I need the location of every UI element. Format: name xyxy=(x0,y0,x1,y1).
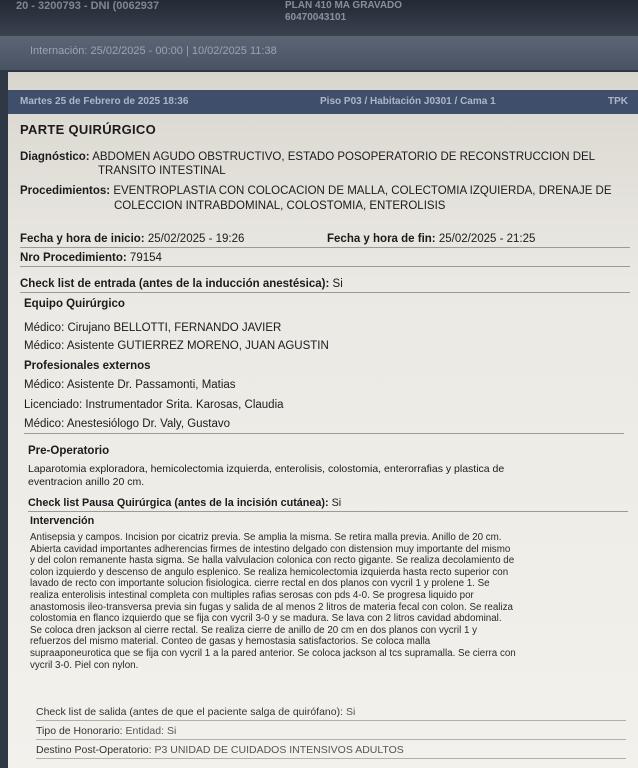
preop-heading: Pre-Operatorio xyxy=(28,445,110,457)
checklist-pause-row xyxy=(28,497,628,512)
intervention-line: colostomia en flanco izquierdo que se fija con vycril 3-0 y se madura. Se lava con 2 litros cavidad abdominal. xyxy=(30,613,502,625)
datetime-row xyxy=(20,233,630,248)
coverage-plan-text: PLAN 410 MA GRAVADO xyxy=(285,0,403,11)
preop-line: Laparotomia exploradora, hemicolectomia izquierda, enterolisis, colostomia, enterorrafias y plastica de xyxy=(28,463,505,475)
end-field xyxy=(327,233,535,245)
external-member: Médico: Anestesiólogo Dr. Valy, Gustavo xyxy=(24,416,624,434)
intervention-line: refuerzos del mismo material. Conteo de gasas y hemostasia satisfactorios. Se coloca malla xyxy=(30,636,431,648)
intervention-line: lavado de recto con importante solucion fisiologica. cierre rectal en dos planos con vycril 1 y prolene 1. Se xyxy=(30,578,490,590)
intervention-line: Abierta cavidad importantes adherencias firmes de intestino delgado con distension muy importante del mismo xyxy=(30,543,511,555)
external-member: Médico: Asistente Dr. Passamonti, Matias xyxy=(24,379,236,391)
procedures-field xyxy=(20,184,630,198)
start-label: Fecha y hora de inicio: xyxy=(20,233,145,245)
intervention-line: supraaponeurotica que se fija con vycril 1 a la pared anterior. Se coloca jackson al tcs supramalla. Se cierra con xyxy=(30,647,516,659)
report-title: PARTE QUIRÚRGICO xyxy=(20,122,157,137)
end-label: Fecha y hora de fin: xyxy=(327,233,436,245)
report-date: Martes 25 de Febrero de 2025 18:36 xyxy=(20,96,189,107)
procedure-number-label: Nro Procedimiento: xyxy=(20,252,127,264)
diagnosis-field xyxy=(20,150,630,164)
start-value: 25/02/2025 - 19:26 xyxy=(147,233,245,245)
destination-value: P3 UNIDAD DE CUIDADOS INTENSIVOS ADULTOS xyxy=(154,744,404,756)
checklist-exit-label: Check list de salida (antes de que el paciente salga de quirófano): xyxy=(36,706,344,718)
intervention-text xyxy=(30,532,620,671)
admission-bar[interactable] xyxy=(0,36,638,70)
coverage-number-text: 60470043101 xyxy=(285,12,347,23)
procedures-value-line2: COLECCION INTRABDOMINAL, COLOSTOMIA, ENTEROLISIS xyxy=(114,200,446,212)
fee-type-row xyxy=(36,725,626,740)
destination-row xyxy=(36,744,626,759)
checklist-pause-value: Si xyxy=(331,497,342,509)
checklist-exit-value: Si xyxy=(345,706,356,718)
intervention-heading: Intervención xyxy=(30,515,95,527)
checklist-exit-row xyxy=(36,706,626,721)
checklist-pause-label: Check list Pausa Quirúrgica (antes de la incisión cutánea): xyxy=(28,497,329,509)
procedure-number-row xyxy=(20,252,630,267)
diagnosis-value-line2: TRANSITO INTESTINAL xyxy=(98,165,226,177)
intervention-line: Antisepsia y campos. Incision por cicatriz previa. Se amplia la misma. Se retira malla previa. Anillo de 20 cm. xyxy=(30,532,502,543)
checklist-entry-row xyxy=(20,278,630,293)
report-header-bar xyxy=(8,90,638,114)
admission-text: Internación: 25/02/2025 - 00:00 | 10/02/2025 11:38 xyxy=(30,45,277,57)
destination-label: Destino Post-Operatorio: xyxy=(36,744,152,756)
preop-line: eventracion anillo 20 cm. xyxy=(28,476,145,488)
surgical-report-card xyxy=(8,72,638,768)
external-heading: Profesionales externos xyxy=(24,360,151,372)
team-heading: Equipo Quirúrgico xyxy=(24,298,125,310)
checklist-entry-value: Si xyxy=(332,278,343,290)
intervention-line: realiza enterolisis intestinal completa con multiples rafias serosas con pds 4-0. Se progresa liquido por xyxy=(30,589,474,601)
procedures-label: Procedimientos: xyxy=(20,185,111,197)
intervention-line: vycril 3-0. Piel con nylon. xyxy=(30,659,139,671)
fee-type-value: Entidad: Si xyxy=(125,725,177,737)
team-member: Médico: Cirujano BELLOTTI, FERNANDO JAVIER xyxy=(24,322,282,334)
external-member: Licenciado: Instrumentador Srita. Karosas, Claudia xyxy=(24,399,284,411)
intervention-line: y del colon remanente hasta sigma. Se halla valvulacion colonica con recto gigante. Se realiza decolamiento de xyxy=(30,555,515,567)
intervention-line: colon izquierdo y descenso de angulo esplenico. Se realiza hemicolectomia izquierda hasta recto superior con xyxy=(30,566,509,578)
patient-id-text: 20 - 3200793 - DNI (0062937 xyxy=(16,0,160,12)
checklist-entry-label: Check list de entrada (antes de la inducción anestésica): xyxy=(20,278,330,290)
procedure-number-value: 79154 xyxy=(129,252,162,264)
header-badge: TPK xyxy=(608,96,628,107)
room-location: Piso P03 / Habitación J0301 / Cama 1 xyxy=(320,96,496,107)
procedures-value-line1: EVENTROPLASTIA CON COLOCACION DE MALLA, COLECTOMIA IZQUIERDA, DRENAJE DE xyxy=(113,185,612,197)
end-value: 25/02/2025 - 21:25 xyxy=(438,233,536,245)
intervention-line: Se coloca dren jackson al cierre rectal. Se realiza cierre de anillo de 20 cm en dos planos con vycril 1 y xyxy=(30,624,478,636)
fee-type-label: Tipo de Honorario: xyxy=(36,725,123,737)
diagnosis-value-line1: ABDOMEN AGUDO OBSTRUCTIVO, ESTADO POSOPERATORIO DE RECONSTRUCCION DEL xyxy=(92,151,596,163)
intervention-line: anastomosis ileo-transversa previa sin fugas y salida de al menos 2 litros de materia fecal con colon. Se realiza xyxy=(30,601,514,613)
diagnosis-label: Diagnóstico: xyxy=(20,151,90,163)
team-member: Médico: Asistente GUTIERREZ MORENO, JUAN AGUSTIN xyxy=(24,340,329,352)
patient-header-bar xyxy=(0,0,638,36)
